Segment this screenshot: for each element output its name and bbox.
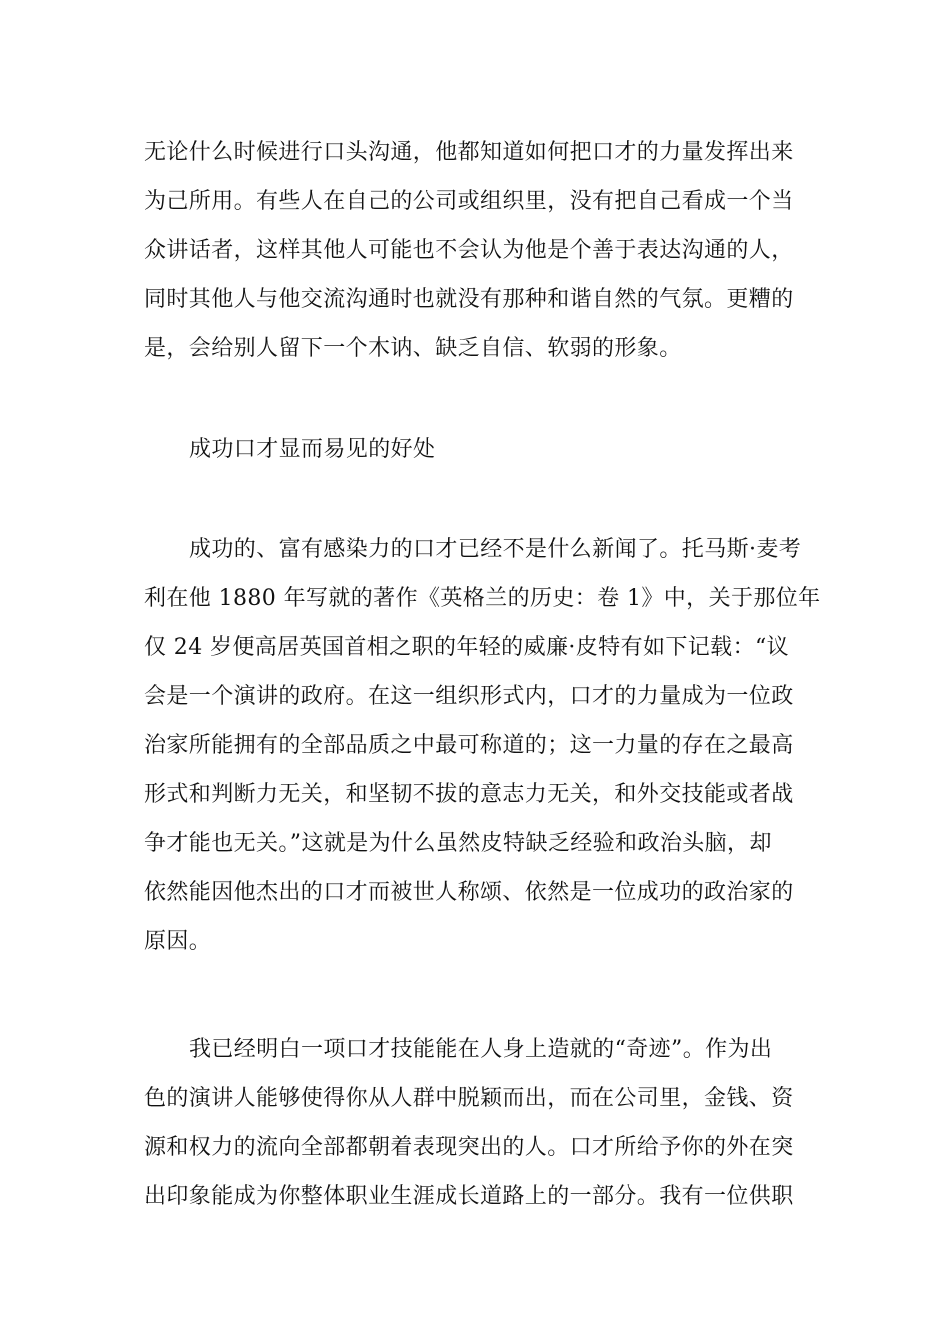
- paragraph-line: 色的演讲人能够使得你从人群中脱颖而出，而在公司里，金钱、资: [144, 1086, 794, 1111]
- paragraph-line: 治家所能拥有的全部品质之中最可称道的；这一力量的存在之最高: [144, 733, 794, 758]
- paragraph-3: [144, 1025, 809, 1221]
- paragraph-1: [144, 128, 809, 373]
- paragraph-line: 争才能也无关。”这就是为什么虽然皮特缺乏经验和政治头脑，却: [144, 831, 772, 856]
- paragraph-line: 为己所用。有些人在自己的公司或组织里，没有把自己看成一个当: [144, 189, 794, 214]
- paragraph-2: [144, 525, 821, 966]
- paragraph-line: 我已经明白一项口才技能能在人身上造就的“奇迹”。作为出: [189, 1037, 773, 1062]
- paragraph-line: 众讲话者，这样其他人可能也不会认为他是个善于表达沟通的人，: [144, 238, 794, 263]
- paragraph-line: 仅 24 岁便高居英国首相之职的年轻的威廉·皮特有如下记载：“议: [144, 635, 790, 660]
- paragraph-line: 利在他 1880 年写就的著作《英格兰的历史：卷 1》中，关于那位年: [144, 586, 821, 611]
- paragraph-line: 形式和判断力无关，和坚韧不拔的意志力无关，和外交技能或者战: [144, 782, 794, 807]
- paragraph-line: 原因。: [144, 929, 212, 954]
- paragraph-line: 成功的、富有感染力的口才已经不是什么新闻了。托马斯·麦考: [189, 537, 802, 562]
- paragraph-line: 无论什么时候进行口头沟通，他都知道如何把口才的力量发挥出来: [144, 140, 794, 165]
- section-heading: 成功口才显而易见的好处: [189, 437, 436, 462]
- paragraph-line: 是，会给别人留下一个木讷、缺乏自信、软弱的形象。: [144, 336, 682, 361]
- paragraph-line: 出印象能成为你整体职业生涯成长道路上的一部分。我有一位供职: [144, 1184, 794, 1209]
- section-heading-block: [144, 425, 809, 474]
- paragraph-line: 依然能因他杰出的口才而被世人称颂、依然是一位成功的政治家的: [144, 880, 794, 905]
- paragraph-line: 同时其他人与他交流沟通时也就没有那种和谐自然的气氛。更糟的: [144, 287, 794, 312]
- paragraph-line: 会是一个演讲的政府。在这一组织形式内，口才的力量成为一位政: [144, 684, 794, 709]
- paragraph-line: 源和权力的流向全部都朝着表现突出的人。口才所给予你的外在突: [144, 1135, 794, 1160]
